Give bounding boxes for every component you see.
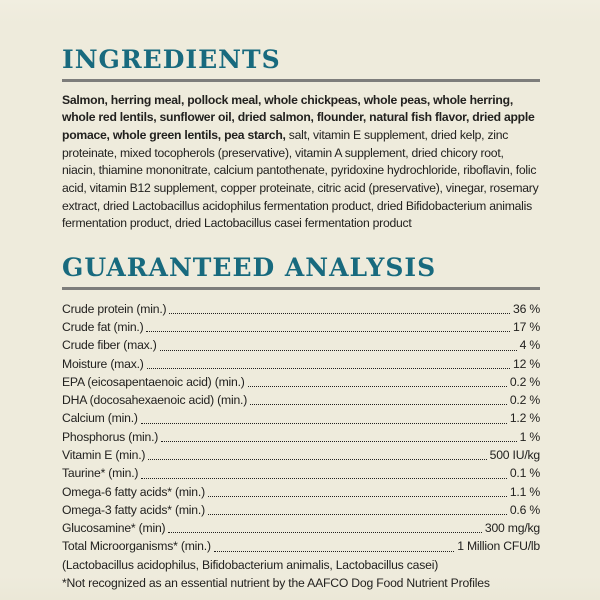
probiotics-note: (Lactobacillus acidophilus, Bifidobacterium animalis, Lactobacillus casei): [62, 557, 439, 572]
analysis-row: [62, 355, 540, 373]
analysis-row: [62, 537, 540, 555]
nutrient-value: 4 %: [519, 338, 540, 353]
dot-leader: [160, 350, 517, 351]
nutrient-value: 0.6 %: [509, 502, 540, 517]
nutrient-name: Phosphorus (min.): [62, 429, 159, 444]
nutrient-name: Vitamin E (min.): [62, 448, 146, 462]
guaranteed-analysis-section: [62, 254, 540, 592]
nutrient-name: Crude fiber (max.): [62, 338, 157, 353]
nutrient-name: DHA (docosahexaenoic acid) (min.): [62, 393, 248, 408]
guaranteed-analysis-title: GUARANTEED ANALYSIS: [62, 253, 437, 283]
ingredients-main-list: Salmon, herring meal, pollock meal, whole chickpeas, whole peas, whole herring, whole red lentils, sunflower oil, dried salmon, flounder, natural fish flavor, dried apple pomace, whole green lentils, pea starch,: [62, 92, 535, 142]
dot-leader: [168, 532, 481, 533]
nutrient-value: 0.2 %: [509, 374, 540, 389]
ingredients-title: INGREDIENTS: [62, 45, 281, 74]
guaranteed-analysis-divider: [62, 287, 540, 290]
ingredients-minor-list: salt, vitamin E supplement, dried kelp, zinc proteinate, mixed tocopherols (preservative), vitamin A supplement, dried chicory root, niacin, thiamine mononitrate, calcium pantothenate, pyridoxine hydrochloride, riboflavin, folic acid, vitamin B12 supplement, copper proteinate, citric acid (preservative), vinegar, rosemary extract, dried Lactobacillus acidophilus fermentation product, dried Bifidobacterium animalis fermentation product, dried Lactobacillus casei fermentation product: [62, 127, 539, 231]
dot-leader: [169, 313, 510, 314]
dot-leader: [147, 368, 510, 369]
nutrient-name: EPA (eicosapentaenoic acid) (min.): [62, 374, 245, 389]
analysis-row: [62, 336, 540, 354]
nutrient-value: 0.1 %: [509, 466, 540, 481]
nutrient-name: Omega-3 fatty acids* (min.): [62, 502, 205, 517]
nutrient-value: 1 Million CFU/lb: [457, 539, 540, 554]
analysis-row: [62, 446, 540, 464]
analysis-row: [62, 483, 540, 501]
analysis-row: [62, 300, 540, 318]
nutrient-name: Calcium (min.): [62, 411, 138, 426]
nutrient-value: 300 mg/kg: [484, 521, 540, 536]
dot-leader: [141, 423, 507, 424]
aafco-footnote: *Not recognized as an essential nutrient by the AAFCO Dog Food Nutrient Profiles: [62, 576, 490, 591]
nutrient-name: Total Microorganisms* (min.): [62, 539, 211, 554]
ingredients-divider: [62, 79, 540, 82]
analysis-row: [62, 428, 540, 446]
analysis-row: [62, 391, 540, 409]
ingredients-text: [62, 92, 540, 234]
nutrient-value: 1 %: [519, 429, 540, 444]
nutrient-value: 12 %: [513, 356, 540, 371]
dot-leader: [141, 478, 507, 479]
dot-leader: [214, 551, 454, 552]
dot-leader: [208, 514, 507, 515]
nutrient-name: Omega-6 fatty acids* (min.): [62, 484, 205, 499]
analysis-row: [62, 464, 540, 482]
analysis-row: [62, 409, 540, 427]
nutrient-value: 17 %: [513, 319, 540, 334]
dot-leader: [148, 459, 486, 460]
dot-leader: [248, 386, 507, 387]
nutrient-value: 36 %: [513, 301, 540, 316]
nutrient-value: 1.2 %: [509, 411, 540, 426]
analysis-row: [62, 373, 540, 391]
nutrient-value: 1.1 %: [509, 484, 540, 499]
ingredients-section: [62, 46, 540, 233]
nutrient-name: Crude protein (min.): [62, 301, 167, 316]
nutrient-name: Glucosamine* (min): [62, 521, 166, 536]
analysis-row: [62, 501, 540, 519]
analysis-row: [62, 318, 540, 336]
nutrient-name: Moisture (max.): [62, 356, 144, 371]
nutrient-value: 500 IU/kg: [489, 448, 540, 462]
nutrient-name: Taurine* (min.): [62, 466, 139, 481]
dot-leader: [250, 404, 507, 405]
dot-leader: [146, 331, 510, 332]
analysis-table: [62, 300, 540, 556]
nutrient-value: 0.2 %: [509, 393, 540, 408]
dot-leader: [208, 496, 507, 497]
nutrient-name: Crude fat (min.): [62, 319, 144, 334]
dot-leader: [161, 441, 516, 442]
analysis-row: [62, 519, 540, 537]
